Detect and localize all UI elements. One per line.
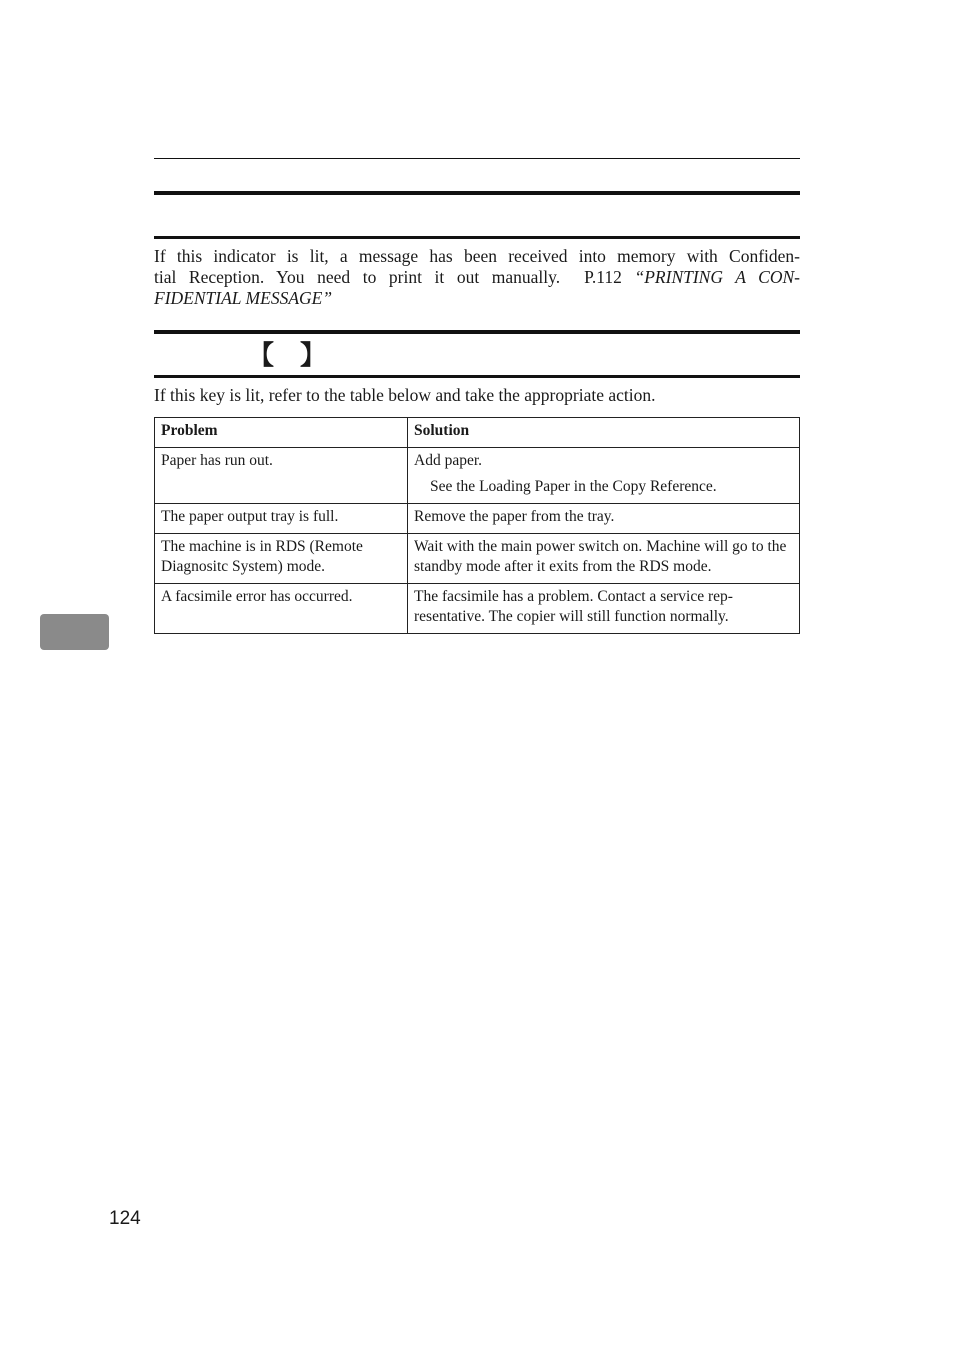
- section-2-bottom-rule: [154, 375, 800, 378]
- key-lit-paragraph: If this key is lit, refer to the table below and take the appropriate action.: [154, 385, 656, 405]
- reference-page[interactable]: P.112: [584, 267, 622, 287]
- paragraph-line-1: If this indicator is lit, a message has been received into memory with Confiden-: [154, 246, 800, 266]
- confidential-reception-paragraph: [154, 246, 800, 309]
- solution-cell: [408, 448, 800, 504]
- table-row: [155, 504, 800, 534]
- troubleshooting-table: [154, 417, 800, 634]
- bracket-open: 【: [248, 341, 275, 370]
- section-2-top-rule: [154, 330, 800, 334]
- solution-text: Add paper.: [414, 452, 483, 469]
- chapter-side-tab: [40, 614, 109, 650]
- reference-title[interactable]: “PRINTING A CON-: [634, 267, 800, 287]
- paragraph-line-2: [154, 267, 800, 288]
- table-row: [155, 584, 800, 634]
- problem-cell: Paper has run out.: [155, 448, 408, 504]
- section-1-top-rule: [154, 191, 800, 195]
- problem-cell: A facsimile error has occurred.: [155, 584, 408, 634]
- section-1-bottom-rule: [154, 236, 800, 239]
- paragraph-line-3: [154, 288, 800, 309]
- header-problem: Problem: [155, 418, 408, 448]
- solution-cell: Remove the paper from the tray.: [408, 504, 800, 534]
- solution-cell: The facsimile has a problem. Contact a service rep-resentative. The copier will still function normally.: [408, 584, 800, 634]
- problem-cell: The paper output tray is full.: [155, 504, 408, 534]
- solution-note: See the Loading Paper in the Copy Reference.: [430, 478, 717, 495]
- table-header-row: [155, 418, 800, 448]
- reference-title-continued[interactable]: FIDENTIAL MESSAGE”: [154, 288, 333, 308]
- table-row: [155, 448, 800, 504]
- top-divider: [154, 158, 800, 159]
- problem-cell: The machine is in RDS (Remote Diagnositc System) mode.: [155, 534, 408, 584]
- solution-cell: Wait with the main power switch on. Machine will go to the standby mode after it exits from the RDS mode.: [408, 534, 800, 584]
- page-number: 124: [109, 1208, 141, 1229]
- header-solution: Solution: [408, 418, 800, 448]
- bracket-close: 】: [300, 341, 327, 370]
- table-row: [155, 534, 800, 584]
- key-heading: [248, 339, 326, 373]
- paragraph-line-2-text: tial Reception. You need to print it out manually.: [154, 267, 561, 287]
